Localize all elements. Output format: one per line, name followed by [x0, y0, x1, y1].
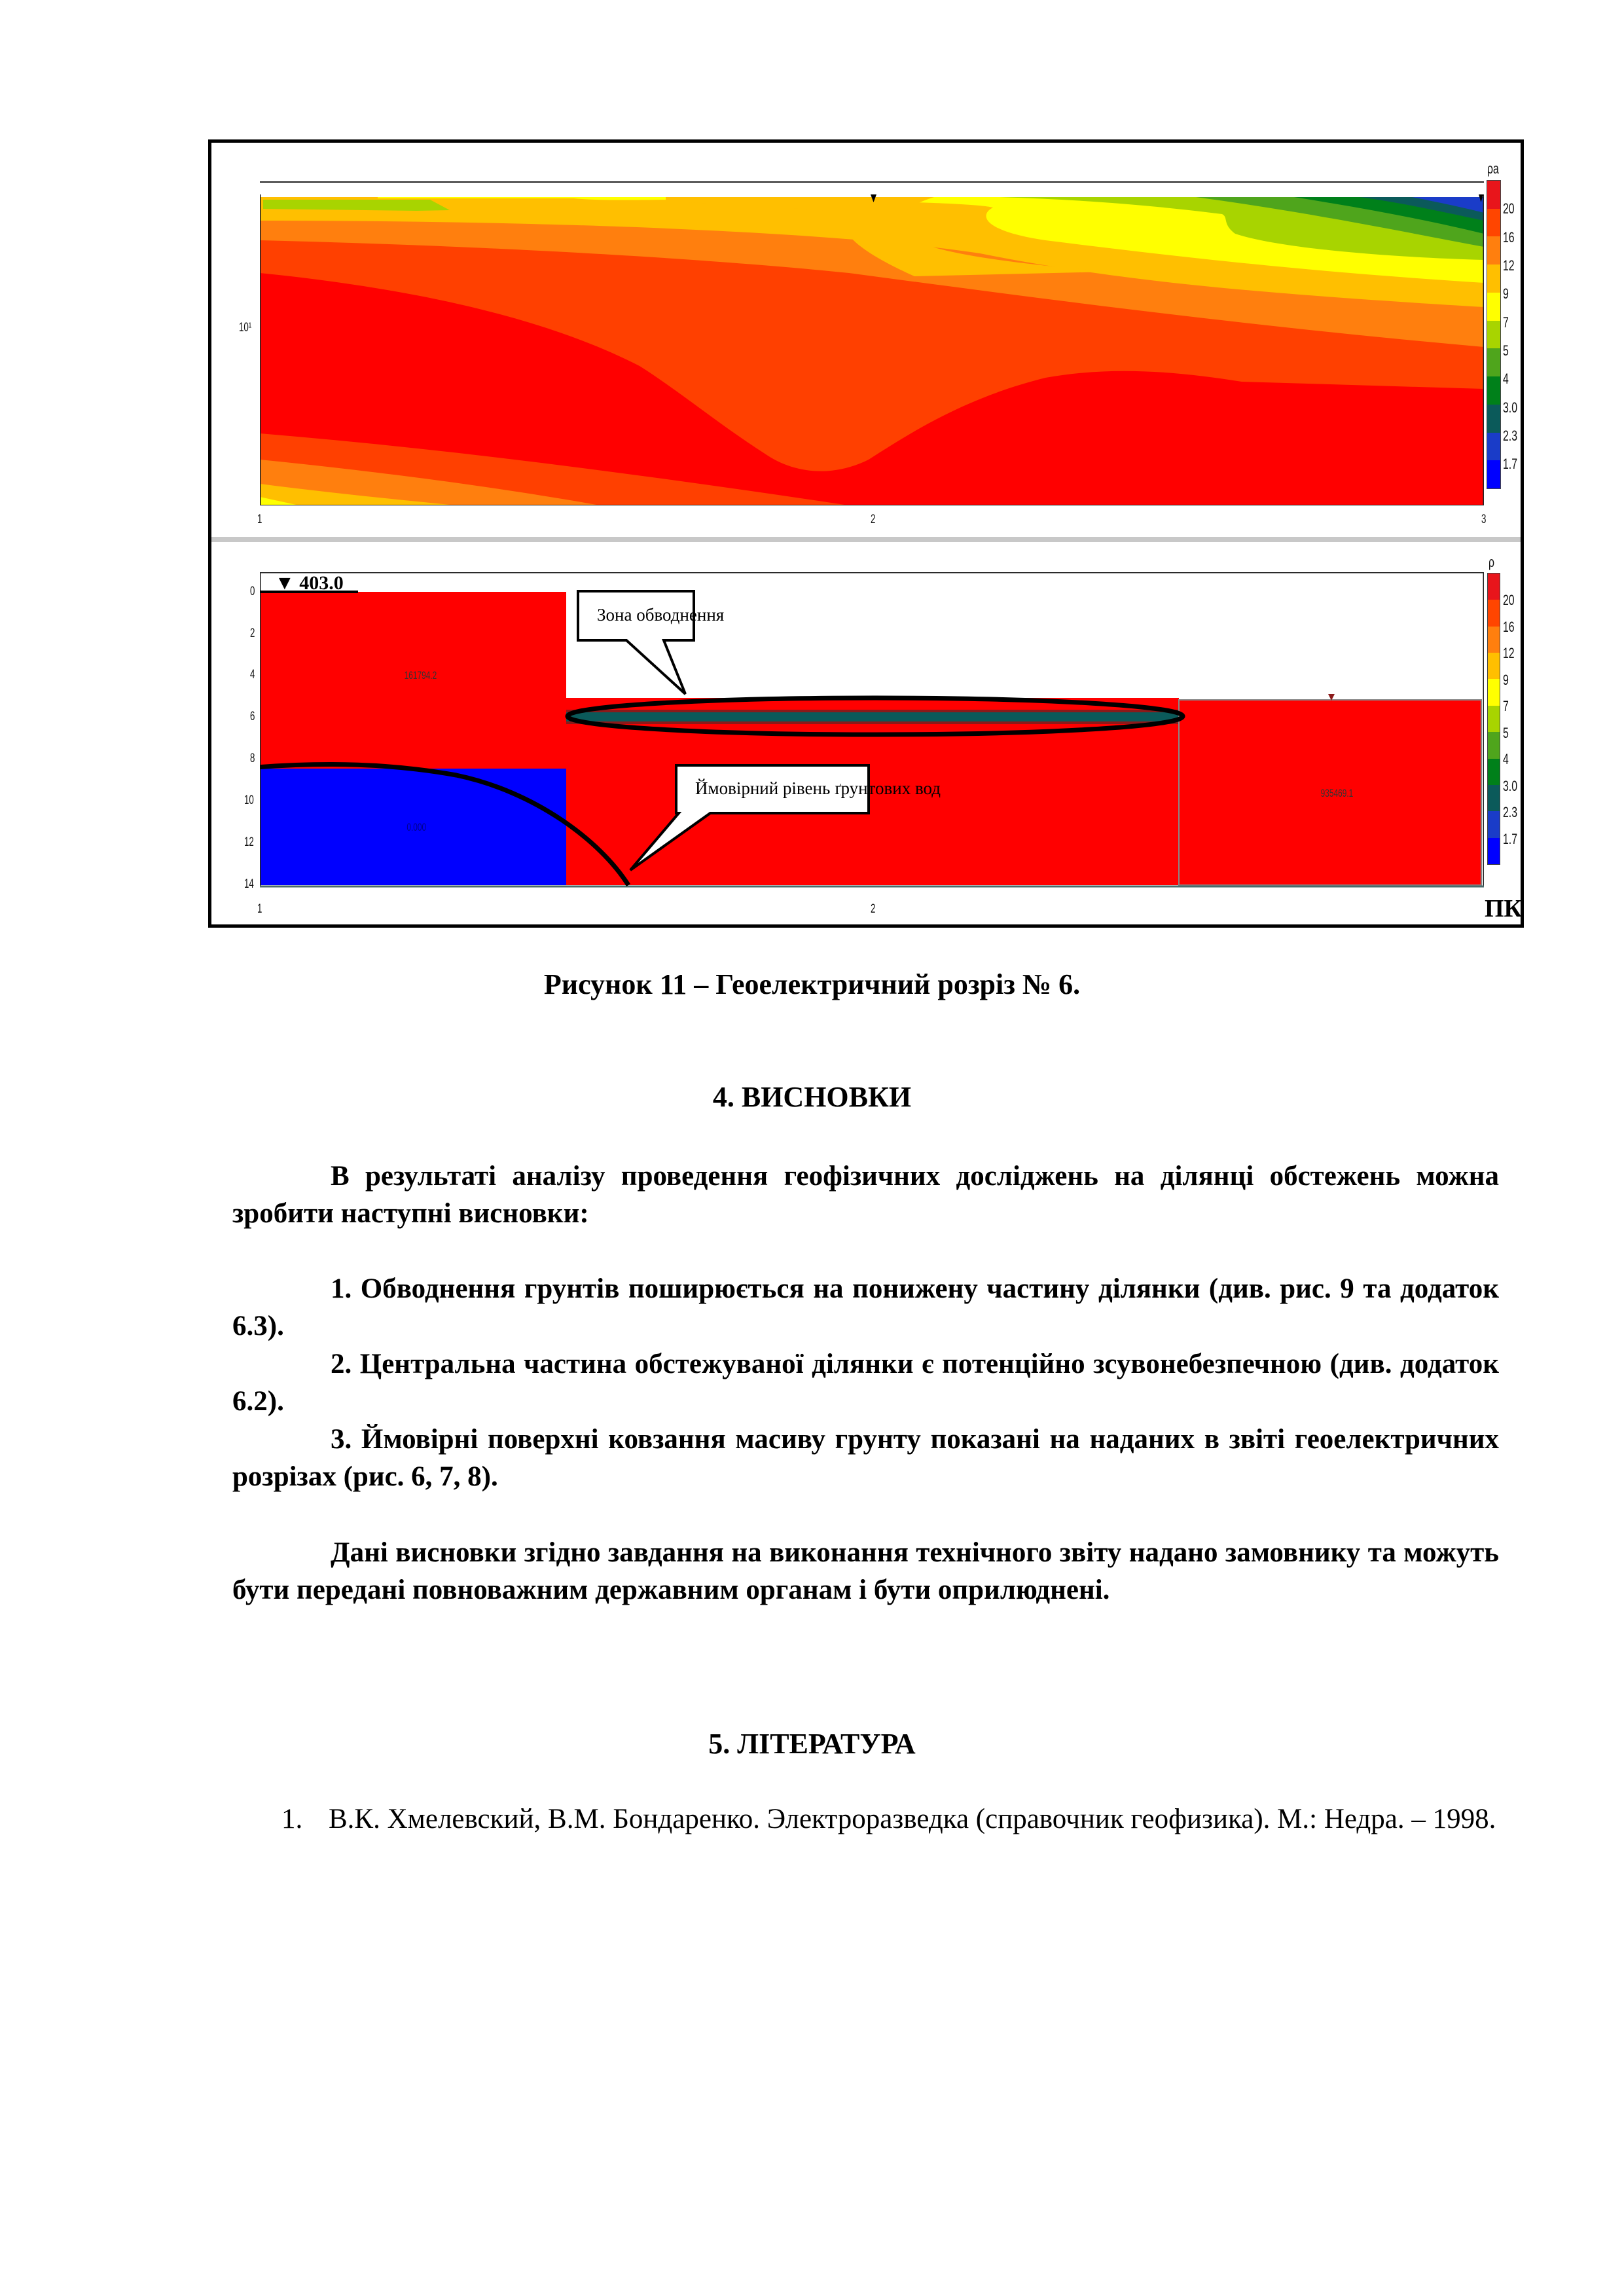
- elevation-label: ▼ 403.0: [275, 572, 344, 594]
- colorbar-swatch: [1488, 627, 1500, 653]
- lower-y-tick: 8: [250, 752, 255, 765]
- upper-y-tick-label: 10¹: [239, 321, 252, 335]
- upper-colorbar-title: ρa: [1487, 160, 1499, 177]
- block-value-lower-left: 0.000: [406, 821, 427, 833]
- upper-x-tick-3: 3: [1481, 513, 1487, 526]
- lower-y-tick: 4: [250, 668, 255, 682]
- upper-cb-tick: 7: [1503, 314, 1509, 331]
- reference-text: В.К. Хмелевский, В.М. Бондаренко. Электроразведка (справочник геофизика). М.: Недра. – 1998.: [329, 1804, 1496, 1834]
- lower-y-tick: 0: [250, 585, 255, 598]
- colorbar-swatch: [1487, 405, 1500, 433]
- x-axis-unit-label: ПК: [1485, 895, 1523, 922]
- upper-plot-top-border: [260, 181, 1484, 183]
- colorbar-swatch: [1487, 460, 1500, 488]
- upper-cb-tick: 12: [1503, 257, 1515, 274]
- colorbar-swatch: [1488, 653, 1500, 679]
- colorbar-swatch: [1488, 759, 1500, 785]
- lower-y-tick: 14: [244, 877, 254, 891]
- lower-cb-tick: 5: [1503, 725, 1509, 741]
- section-4-intro: [232, 1157, 1499, 1232]
- lower-y-tick: 6: [250, 710, 255, 723]
- colorbar-swatch: [1487, 209, 1500, 237]
- figure-caption: Рисунок 11 – Геоелектричний розріз № 6.: [543, 968, 1081, 1000]
- conclusion-item-1: [232, 1270, 1499, 1345]
- panel-separator: [211, 537, 1521, 542]
- lower-x-tick-2: 2: [871, 902, 876, 916]
- colorbar-swatch: [1488, 785, 1500, 811]
- lower-y-tick: 12: [244, 835, 254, 849]
- colorbar-swatch: [1487, 321, 1500, 349]
- lower-cb-tick: 2.3: [1503, 804, 1518, 820]
- reference-list: [281, 1800, 1499, 1838]
- lower-colorbar-title: ρ: [1489, 554, 1495, 570]
- section-5-heading: 5. ЛІТЕРАТУРА: [708, 1728, 916, 1760]
- section-4-closing: [232, 1534, 1499, 1609]
- upper-cb-tick: 1.7: [1503, 456, 1518, 472]
- closing-text: Дані висновки згідно завдання на виконання технічного звіту надано замовнику та можуть бути передані повноважним державним органам і бути оприлюднені.: [232, 1537, 1499, 1605]
- lower-cb-tick: 16: [1503, 619, 1515, 635]
- lower-colorbar: [1487, 573, 1500, 865]
- colorbar-swatch: [1487, 181, 1500, 209]
- upper-x-tick-1: 1: [257, 513, 262, 526]
- callout-groundwater: Ймовірний рівень ґрунтових вод: [695, 778, 941, 798]
- lower-cb-tick: 20: [1503, 592, 1515, 608]
- upper-cb-tick: 5: [1503, 342, 1509, 359]
- upper-contour-plot: [260, 194, 1484, 505]
- conclusion-item-2: [232, 1345, 1499, 1420]
- conclusion-item-3: [232, 1421, 1499, 1495]
- conclusion-text: 1. Обводнення грунтів поширюється на понижену частину ділянки (див. рис. 9 та додаток 6.3).: [232, 1273, 1499, 1341]
- colorbar-swatch: [1487, 236, 1500, 264]
- lower-cb-tick: 12: [1503, 645, 1515, 661]
- lower-chart: [260, 572, 1484, 897]
- reference-number: 1.: [281, 1804, 303, 1834]
- intro-text: В результаті аналізу проведення геофізичних досліджень на ділянці обстежень можна зробити наступні висновки:: [232, 1161, 1499, 1229]
- block-value-right: 935469.1: [1320, 787, 1354, 799]
- reference-item: [281, 1800, 1499, 1838]
- colorbar-swatch: [1488, 600, 1500, 626]
- block-value-upper-left: 161794.2: [404, 669, 437, 682]
- conclusion-text: 2. Центральна частина обстежуваної ділянки є потенційно зсувонебезпечною (див. додаток 6.2).: [232, 1349, 1499, 1417]
- colorbar-swatch: [1487, 376, 1500, 405]
- lower-cb-tick: 3.0: [1503, 778, 1518, 794]
- lower-cb-tick: 9: [1503, 672, 1509, 688]
- lower-y-tick: 2: [250, 627, 255, 640]
- lower-x-tick-1: 1: [257, 902, 262, 916]
- colorbar-swatch: [1488, 811, 1500, 837]
- colorbar-swatch: [1487, 433, 1500, 461]
- colorbar-swatch: [1487, 348, 1500, 376]
- lower-section-plot: [260, 572, 1484, 897]
- lower-cb-tick: 4: [1503, 751, 1509, 767]
- colorbar-swatch: [1488, 706, 1500, 732]
- lower-cb-tick: 1.7: [1503, 831, 1518, 847]
- upper-cb-tick: 16: [1503, 229, 1515, 246]
- colorbar-swatch: [1488, 574, 1500, 600]
- callout-water-zone: Зона обводнення: [597, 605, 725, 625]
- lower-cb-tick: 7: [1503, 698, 1509, 714]
- upper-colorbar: [1487, 180, 1501, 489]
- upper-cb-tick: 3.0: [1503, 399, 1518, 416]
- upper-cb-tick: 4: [1503, 371, 1509, 387]
- upper-chart: [260, 194, 1484, 505]
- upper-x-tick-2: 2: [871, 513, 876, 526]
- colorbar-swatch: [1487, 264, 1500, 293]
- lower-y-tick: 10: [244, 793, 254, 807]
- section-4-heading: 4. ВИСНОВКИ: [712, 1081, 912, 1113]
- colorbar-swatch: [1488, 732, 1500, 758]
- conclusion-text: 3. Ймовірні поверхні ковзання масиву грунту показані на наданих в звіті геоелектричних розрізах (рис. 6, 7, 8).: [232, 1424, 1499, 1492]
- upper-cb-tick: 2.3: [1503, 428, 1518, 444]
- colorbar-swatch: [1488, 838, 1500, 864]
- colorbar-swatch: [1487, 293, 1500, 321]
- upper-cb-tick: 9: [1503, 285, 1509, 302]
- upper-cb-tick: 20: [1503, 200, 1515, 217]
- colorbar-swatch: [1488, 679, 1500, 705]
